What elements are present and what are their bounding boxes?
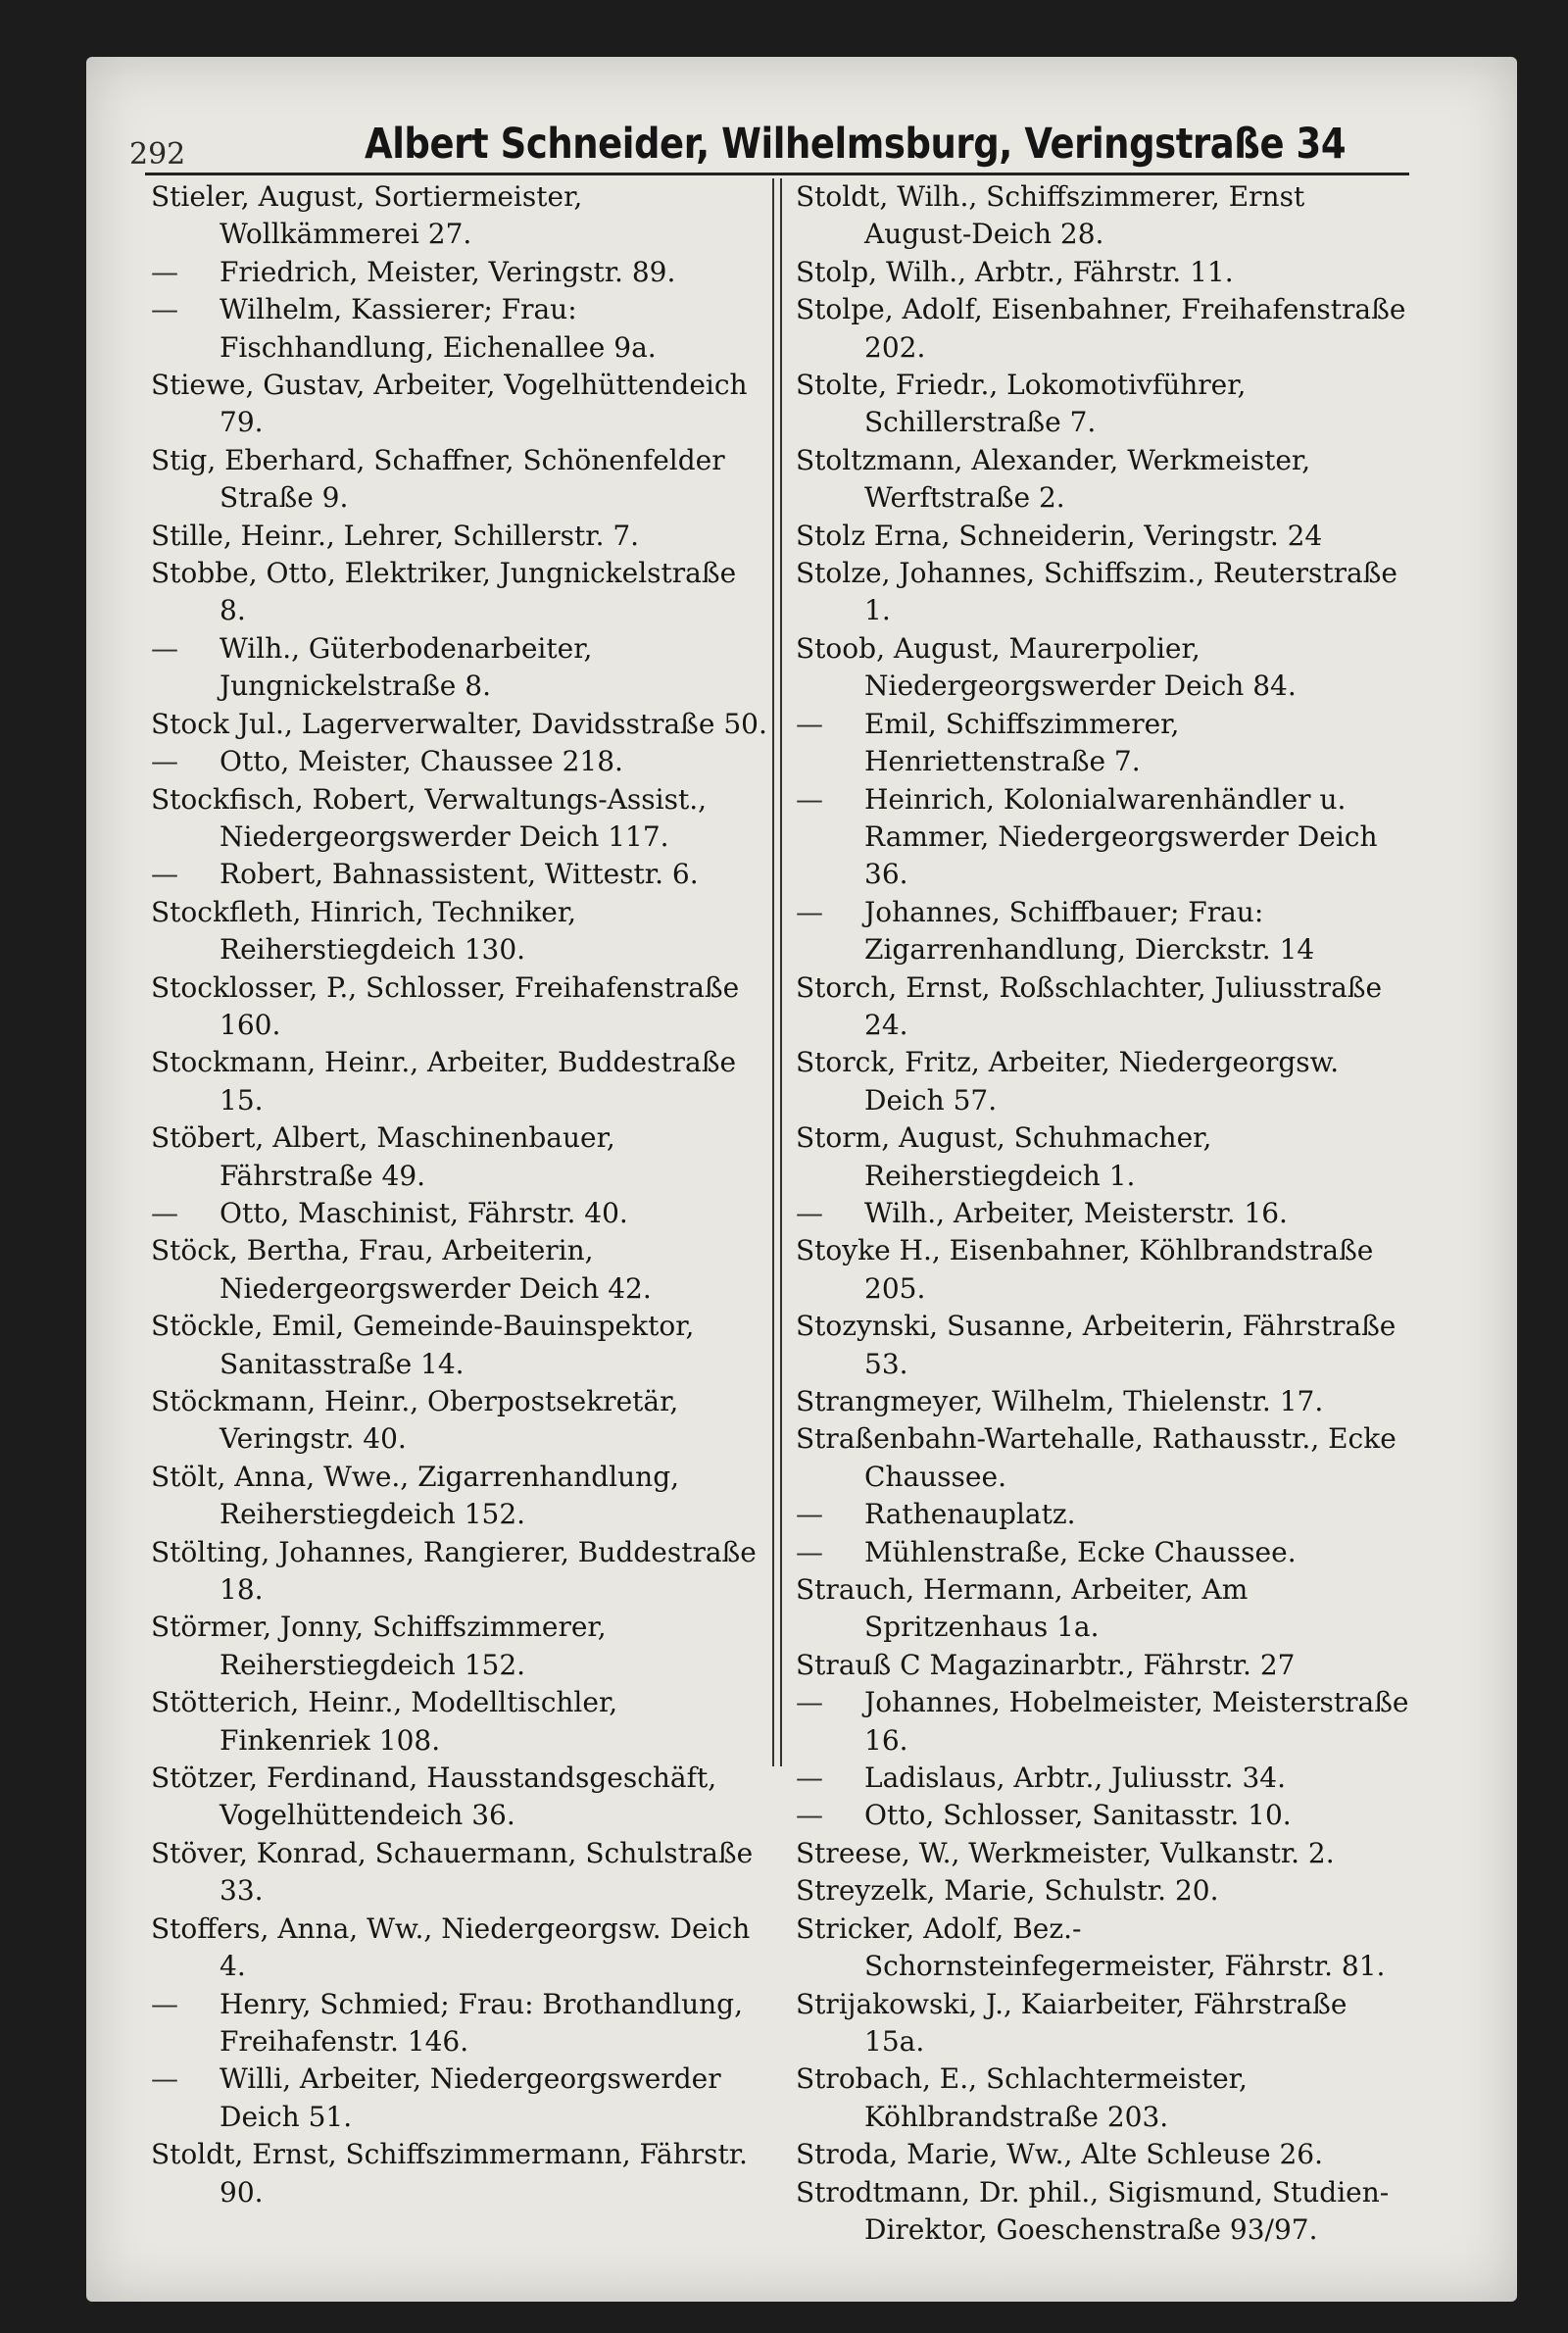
directory-entry (151, 1383, 770, 1459)
directory-entry (796, 1119, 1415, 1195)
repeat-dash: — (151, 858, 178, 891)
column-divider (772, 178, 782, 1766)
directory-entry (796, 555, 1415, 630)
directory-entry (796, 1571, 1415, 1647)
entry-text: Stötterich, Heinr., Modelltischler, Finkenriek 108. (151, 1686, 618, 1757)
repeat-dash: — (796, 1196, 823, 1229)
entry-text: Stoffers, Anna, Ww., Niedergeorgsw. Deich 4. (151, 1911, 751, 1983)
repeat-dash: — (151, 2062, 178, 2096)
directory-entry (796, 1232, 1415, 1308)
directory-entry (796, 1872, 1415, 1910)
entry-text: Stoltzmann, Alexander, Werkmeister, Werftstraße 2. (796, 443, 1311, 515)
entry-text: Stroda, Marie, Ww., Alte Schleuse 26. (796, 2138, 1324, 2171)
directory-entry (151, 555, 770, 630)
repeat-dash: — (796, 1498, 823, 1531)
directory-entry (796, 1835, 1415, 1872)
entry-text: Friedrich, Meister, Veringstr. 89. (220, 255, 676, 288)
directory-entry (796, 706, 1415, 781)
directory-entry (796, 2136, 1415, 2173)
entry-text: Stock Jul., Lagerverwalter, Davidsstraße 50. (151, 707, 767, 740)
entry-text: Stöver, Konrad, Schauermann, Schulstraße 33. (151, 1836, 754, 1908)
entry-text: Stockfleth, Hinrich, Techniker, Reiherstiegdeich 130. (151, 895, 577, 967)
repeat-dash: — (796, 1799, 823, 1832)
entry-text: Stolte, Friedr., Lokomotivführer, Schillerstraße 7. (796, 369, 1247, 439)
entry-text: Stolp, Wilh., Arbtr., Fährstr. 11. (796, 255, 1234, 288)
directory-entry (796, 1496, 1415, 1533)
directory-entry (151, 1044, 770, 1119)
entry-text: Stiewe, Gustav, Arbeiter, Vogelhüttendeich 79. (151, 369, 748, 439)
directory-entry (151, 706, 770, 743)
entry-text: Stobbe, Otto, Elektriker, Jungnickelstraße 8. (151, 557, 737, 627)
directory-entry (796, 1986, 1415, 2061)
entry-text: Otto, Schlosser, Sanitasstr. 10. (864, 1799, 1292, 1832)
entry-text: Stötzer, Ferdinand, Hausstandsgeschäft, Vogelhüttendeich 36. (151, 1762, 717, 1832)
entry-text: Stocklosser, P., Schlosser, Freihafenstraße 160. (151, 970, 740, 1041)
directory-entry (796, 2060, 1415, 2136)
entry-text: Stolze, Johannes, Schiffszim., Reuterstraße 1. (796, 557, 1397, 627)
directory-entry (151, 969, 770, 1045)
entry-text: Stoob, August, Maurerpolier, Niedergeorgswerder Deich 84. (796, 631, 1297, 703)
entry-text: Henry, Schmied; Frau: Brothandlung, Freihafenstr. 146. (220, 1987, 744, 2058)
entry-text: Stöckmann, Heinr., Oberpostsekretär, Veringstr. 40. (151, 1385, 679, 1456)
entry-text: Stoldt, Ernst, Schiffszimmermann, Fährstr. 90. (151, 2138, 748, 2209)
right-column (796, 178, 1415, 2249)
entry-text: Stricker, Adolf, Bez.-Schornsteinfegermeister, Fährstr. 81. (796, 1911, 1386, 1983)
directory-entry (151, 2136, 770, 2211)
directory-entry (151, 1684, 770, 1760)
entry-text: Strauß C Magazinarbtr., Fährstr. 27 (796, 1648, 1296, 1681)
directory-entry (796, 178, 1415, 254)
entry-text: Willi, Arbeiter, Niedergeorgswerder Deich 51. (220, 2062, 721, 2133)
entry-text: Stieler, August, Sortiermeister, Wollkämmerei 27. (151, 180, 583, 251)
entry-text: Stolpe, Adolf, Eisenbahner, Freihafenstraße 202. (796, 293, 1406, 364)
directory-entry (796, 894, 1415, 969)
repeat-dash: — (151, 631, 178, 665)
repeat-dash: — (151, 1196, 178, 1229)
directory-entry (151, 1308, 770, 1383)
entry-text: Stölt, Anna, Wwe., Zigarrenhandlung, Reiherstiegdeich 152. (151, 1460, 680, 1531)
directory-entry (151, 518, 770, 555)
repeat-dash: — (796, 782, 823, 816)
entry-text: Emil, Schiffszimmerer, Henriettenstraße 7. (864, 707, 1180, 778)
directory-entry (796, 1684, 1415, 1760)
entry-text: Rathenauplatz. (864, 1498, 1076, 1531)
entry-text: Ladislaus, Arbtr., Juliusstr. 34. (864, 1762, 1287, 1795)
directory-entry (796, 1420, 1415, 1496)
directory-entry (151, 1986, 770, 2061)
directory-entry (796, 1534, 1415, 1571)
directory-entry (151, 1760, 770, 1835)
entry-text: Stoldt, Wilh., Schiffszimmerer, Ernst August-Deich 28. (796, 180, 1305, 251)
repeat-dash: — (796, 895, 823, 928)
entry-text: Johannes, Hobelmeister, Meisterstraße 16. (864, 1686, 1409, 1757)
repeat-dash: — (151, 1987, 178, 2020)
entry-text: Stolz Erna, Schneiderin, Veringstr. 24 (796, 519, 1323, 552)
entry-text: Storck, Fritz, Arbeiter, Niedergeorgsw. Deich 57. (796, 1046, 1340, 1117)
entry-text: Streese, W., Werkmeister, Vulkanstr. 2. (796, 1836, 1335, 1869)
entry-text: Stozynski, Susanne, Arbeiterin, Fährstraße 53. (796, 1310, 1396, 1380)
directory-entry (796, 1760, 1415, 1797)
directory-entry (796, 1308, 1415, 1383)
directory-entry (796, 254, 1415, 291)
entry-text: Stockmann, Heinr., Arbeiter, Buddestraße 15. (151, 1046, 737, 1117)
directory-entry (151, 743, 770, 780)
directory-entry (796, 367, 1415, 442)
entry-text: Strangmeyer, Wilhelm, Thielenstr. 17. (796, 1385, 1324, 1417)
entry-text: Stille, Heinr., Lehrer, Schillerstr. 7. (151, 519, 640, 552)
directory-entry (796, 442, 1415, 518)
directory-entry (151, 856, 770, 893)
repeat-dash: — (796, 707, 823, 740)
directory-entry (796, 1383, 1415, 1420)
directory-entry (796, 1647, 1415, 1684)
directory-entry (151, 367, 770, 442)
directory-entry (151, 1534, 770, 1610)
entry-text: Störmer, Jonny, Schiffszimmerer, Reiherstiegdeich 152. (151, 1611, 607, 1681)
entry-text: Stöbert, Albert, Maschinenbauer, Fährstraße 49. (151, 1121, 615, 1192)
directory-entry (151, 178, 770, 254)
left-column (151, 178, 770, 2211)
entry-text: Storch, Ernst, Roßschlachter, Juliusstraße 24. (796, 970, 1383, 1041)
entry-text: Streyzelk, Marie, Schulstr. 20. (796, 1874, 1219, 1908)
entry-text: Storm, August, Schuhmacher, Reiherstiegdeich 1. (796, 1121, 1212, 1192)
entry-text: Robert, Bahnassistent, Wittestr. 6. (220, 858, 699, 891)
entry-text: Stölting, Johannes, Rangierer, Buddestraße 18. (151, 1535, 757, 1607)
directory-entry (151, 1911, 770, 1986)
directory-entry (151, 1119, 770, 1195)
directory-entry (796, 2174, 1415, 2250)
directory-entry (796, 518, 1415, 555)
directory-entry (796, 1195, 1415, 1232)
directory-entry (796, 969, 1415, 1045)
directory-entry (151, 1609, 770, 1684)
entry-text: Strodtmann, Dr. phil., Sigismund, Studien-Direktor, Goeschenstraße 93/97. (796, 2175, 1390, 2246)
header-rule (145, 173, 1409, 175)
directory-page (86, 57, 1517, 2302)
entry-text: Stockfisch, Robert, Verwaltungs-Assist., Niedergeorgswerder Deich 117. (151, 782, 707, 853)
directory-entry (796, 1797, 1415, 1834)
entry-text: Wilh., Arbeiter, Meisterstr. 16. (864, 1196, 1288, 1229)
entry-text: Wilh., Güterbodenarbeiter, Jungnickelstraße 8. (220, 631, 593, 703)
directory-entry (151, 291, 770, 367)
directory-entry (796, 1911, 1415, 1986)
entry-text: Stöck, Bertha, Frau, Arbeiterin, Niedergeorgswerder Deich 42. (151, 1234, 652, 1305)
entry-text: Wilhelm, Kassierer; Frau: Fischhandlung, Eichenallee 9a. (220, 293, 657, 364)
directory-entry (796, 630, 1415, 706)
repeat-dash: — (796, 1762, 823, 1795)
directory-entry (151, 1195, 770, 1232)
directory-entry (151, 1835, 770, 1911)
entry-text: Strobach, E., Schlachtermeister, Köhlbrandstraße 203. (796, 2062, 1248, 2133)
page-number: 292 (129, 137, 186, 172)
entry-text: Mühlenstraße, Ecke Chaussee. (864, 1535, 1297, 1568)
directory-entry (151, 1232, 770, 1308)
repeat-dash: — (796, 1535, 823, 1568)
entry-text: Stoyke H., Eisenbahner, Köhlbrandstraße 205. (796, 1234, 1374, 1305)
directory-entry (796, 1044, 1415, 1119)
directory-entry (151, 781, 770, 857)
directory-entry (796, 781, 1415, 894)
directory-entry (151, 1459, 770, 1534)
directory-entry (151, 254, 770, 291)
entry-text: Otto, Maschinist, Fährstr. 40. (220, 1196, 628, 1229)
directory-entry (151, 442, 770, 518)
entry-text: Johannes, Schiffbauer; Frau: Zigarrenhandlung, Dierckstr. 14 (864, 895, 1315, 967)
entry-text: Stig, Eberhard, Schaffner, Schönenfelder Straße 9. (151, 443, 725, 515)
running-title: Albert Schneider, Wilhelmsburg, Veringstraße 34 (365, 120, 1347, 169)
repeat-dash: — (151, 255, 178, 288)
entry-text: Otto, Meister, Chaussee 218. (220, 745, 623, 778)
directory-entry (151, 894, 770, 969)
entry-text: Heinrich, Kolonialwarenhändler u. Rammer, Niedergeorgswerder Deich 36. (864, 782, 1378, 891)
page-header (129, 120, 1443, 178)
repeat-dash: — (151, 745, 178, 778)
entry-text: Strauch, Hermann, Arbeiter, Am Spritzenhaus 1a. (796, 1573, 1249, 1644)
entry-text: Stöckle, Emil, Gemeinde-Bauinspektor, Sanitasstraße 14. (151, 1310, 695, 1380)
directory-entry (796, 291, 1415, 367)
entry-text: Straßenbahn-Wartehalle, Rathausstr., Ecke Chaussee. (796, 1422, 1396, 1493)
repeat-dash: — (796, 1686, 823, 1719)
directory-entry (151, 630, 770, 706)
entry-text: Strijakowski, J., Kaiarbeiter, Fährstraße 15a. (796, 1987, 1348, 2058)
repeat-dash: — (151, 293, 178, 326)
directory-entry (151, 2060, 770, 2136)
